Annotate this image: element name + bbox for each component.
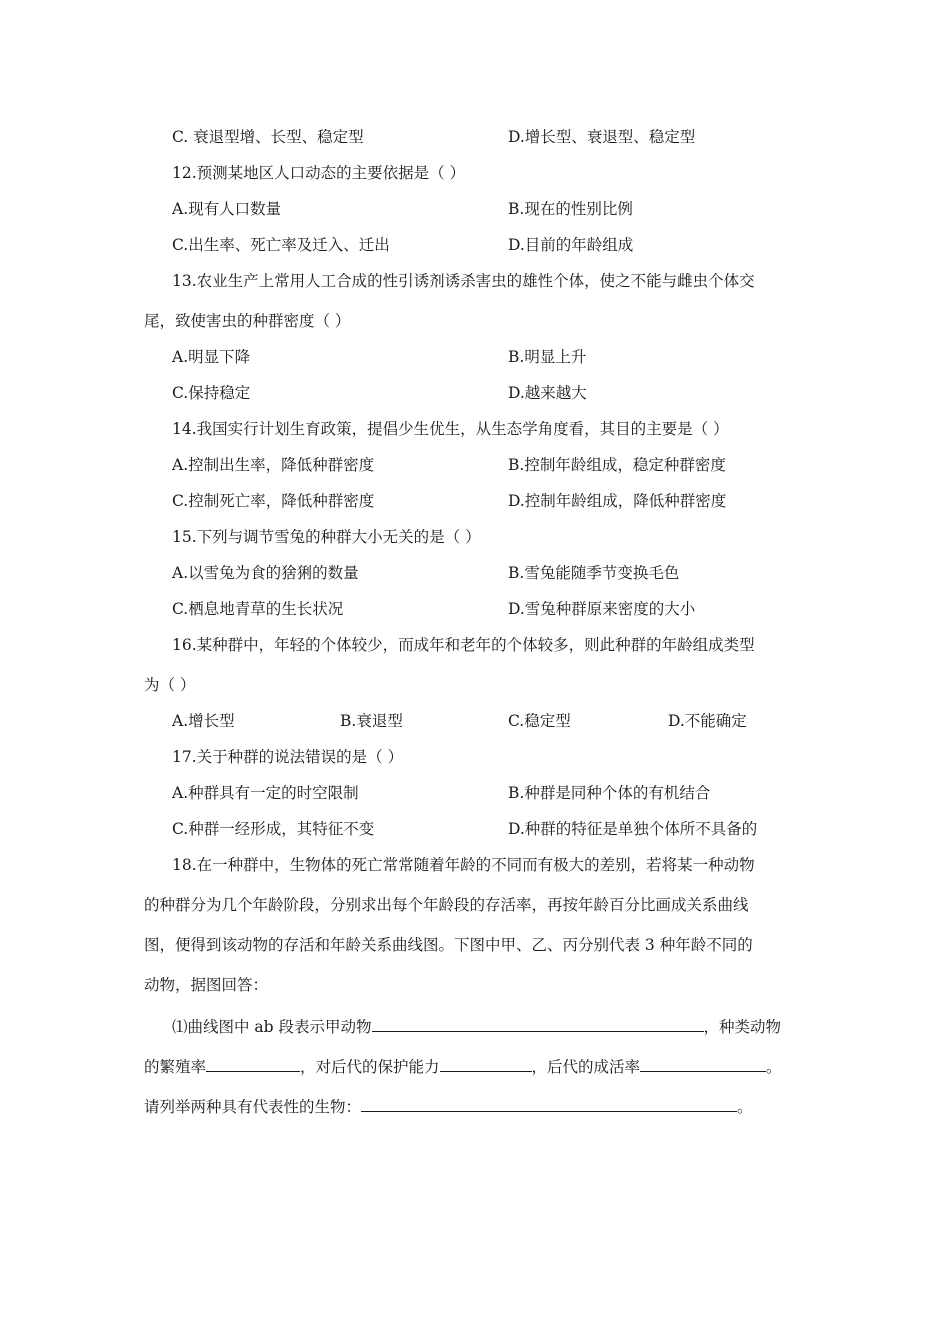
q16-option-b: B.衰退型 xyxy=(340,712,403,730)
q15-option-b: B.雪兔能随季节变换毛色 xyxy=(508,564,680,582)
q12-option-d: D.目前的年龄组成 xyxy=(508,236,634,254)
q17-option-d: D.种群的特征是单独个体所不具备的 xyxy=(508,820,758,838)
q16-option-a: A.增长型 xyxy=(172,712,235,730)
survival-rate-label: ，后代的成活率 xyxy=(531,1058,641,1076)
q14-option-c: C.控制死亡率，降低种群密度 xyxy=(172,492,375,510)
q16-option-c: C.稳定型 xyxy=(508,712,571,730)
q18-part1-suffix: ，种类动物 xyxy=(703,1018,782,1036)
q18-stem-line4: 动物，据图回答： xyxy=(144,976,269,994)
q13-stem-line2: 尾，致使害虫的种群密度（ ） xyxy=(144,312,351,330)
q13-option-d: D.越来越大 xyxy=(508,384,587,402)
part2-end-mark: 。 xyxy=(766,1058,782,1076)
q13-option-a: A.明显下降 xyxy=(172,348,251,366)
q15-option-d: D.雪兔种群原来密度的大小 xyxy=(508,600,696,618)
q13-stem-line1: 13.农业生产上常用人工合成的性引诱剂诱杀害虫的雄性个体，使之不能与雌虫个体交 xyxy=(172,272,755,290)
q15-option-a: A.以雪兔为食的猞猁的数量 xyxy=(172,564,359,582)
q11-option-c: C. 衰退型增、长型、稳定型 xyxy=(172,128,364,146)
q12-option-c: C.出生率、死亡率及迁入、迁出 xyxy=(172,236,390,254)
q18-part1-line xyxy=(172,1015,781,1037)
answer-blank-survival-rate[interactable] xyxy=(640,1055,766,1072)
q18-stem-line1: 18.在一种群中，生物体的死亡常常随着年龄的不同而有极大的差别，若将某一种动物 xyxy=(172,856,755,874)
q17-stem: 17.关于种群的说法错误的是（ ） xyxy=(172,748,404,766)
answer-blank-ab-segment[interactable] xyxy=(372,1015,704,1032)
q18-part3-line xyxy=(144,1095,753,1117)
q18-part2-line xyxy=(144,1055,782,1077)
answer-blank-representative-organisms[interactable] xyxy=(361,1095,737,1112)
q13-option-b: B.明显上升 xyxy=(508,348,587,366)
protection-ability-label: ，对后代的保护能力 xyxy=(300,1058,440,1076)
q11-option-d: D.增长型、衰退型、稳定型 xyxy=(508,128,696,146)
reproduction-rate-label: 的繁殖率 xyxy=(144,1058,207,1076)
q14-option-a: A.控制出生率，降低种群密度 xyxy=(172,456,375,474)
answer-blank-reproduction-rate[interactable] xyxy=(206,1055,300,1072)
q17-option-b: B.种群是同种个体的有机结合 xyxy=(508,784,711,802)
q16-option-d: D.不能确定 xyxy=(668,712,747,730)
part3-end-mark: 。 xyxy=(737,1098,753,1116)
q16-stem-line1: 16.某种群中，年轻的个体较少，而成年和老年的个体较多，则此种群的年龄组成类型 xyxy=(172,636,755,654)
answer-blank-protection-ability[interactable] xyxy=(440,1055,532,1072)
q14-stem: 14.我国实行计划生育政策，提倡少生优生，从生态学角度看，其目的主要是（ ） xyxy=(172,420,729,438)
q12-stem: 12.预测某地区人口动态的主要依据是（ ） xyxy=(172,164,466,182)
q16-stem-line2: 为（ ） xyxy=(144,676,196,694)
q12-option-b: B.现在的性别比例 xyxy=(508,200,633,218)
q15-option-c: C.栖息地青草的生长状况 xyxy=(172,600,344,618)
q18-stem-line3: 图，便得到该动物的存活和年龄关系曲线图。下图中甲、乙、丙分别代表 3 种年龄不同的 xyxy=(144,936,753,954)
representative-organisms-label: 请列举两种具有代表性的生物： xyxy=(144,1098,362,1116)
q17-option-a: A.种群具有一定的时空限制 xyxy=(172,784,359,802)
q15-stem: 15.下列与调节雪兔的种群大小无关的是（ ） xyxy=(172,528,481,546)
q18-stem-line2: 的种群分为几个年龄阶段，分别求出每个年龄段的存活率，再按年龄百分比画成关系曲线 xyxy=(144,896,749,914)
q17-option-c: C.种群一经形成，其特征不变 xyxy=(172,820,375,838)
q14-option-d: D.控制年龄组成，降低种群密度 xyxy=(508,492,727,510)
q14-option-b: B.控制年龄组成，稳定种群密度 xyxy=(508,456,726,474)
q18-part1-prefix: ⑴曲线图中 ab 段表示甲动物 xyxy=(172,1018,372,1036)
q12-option-a: A.现有人口数量 xyxy=(172,200,282,218)
q13-option-c: C.保持稳定 xyxy=(172,384,251,402)
